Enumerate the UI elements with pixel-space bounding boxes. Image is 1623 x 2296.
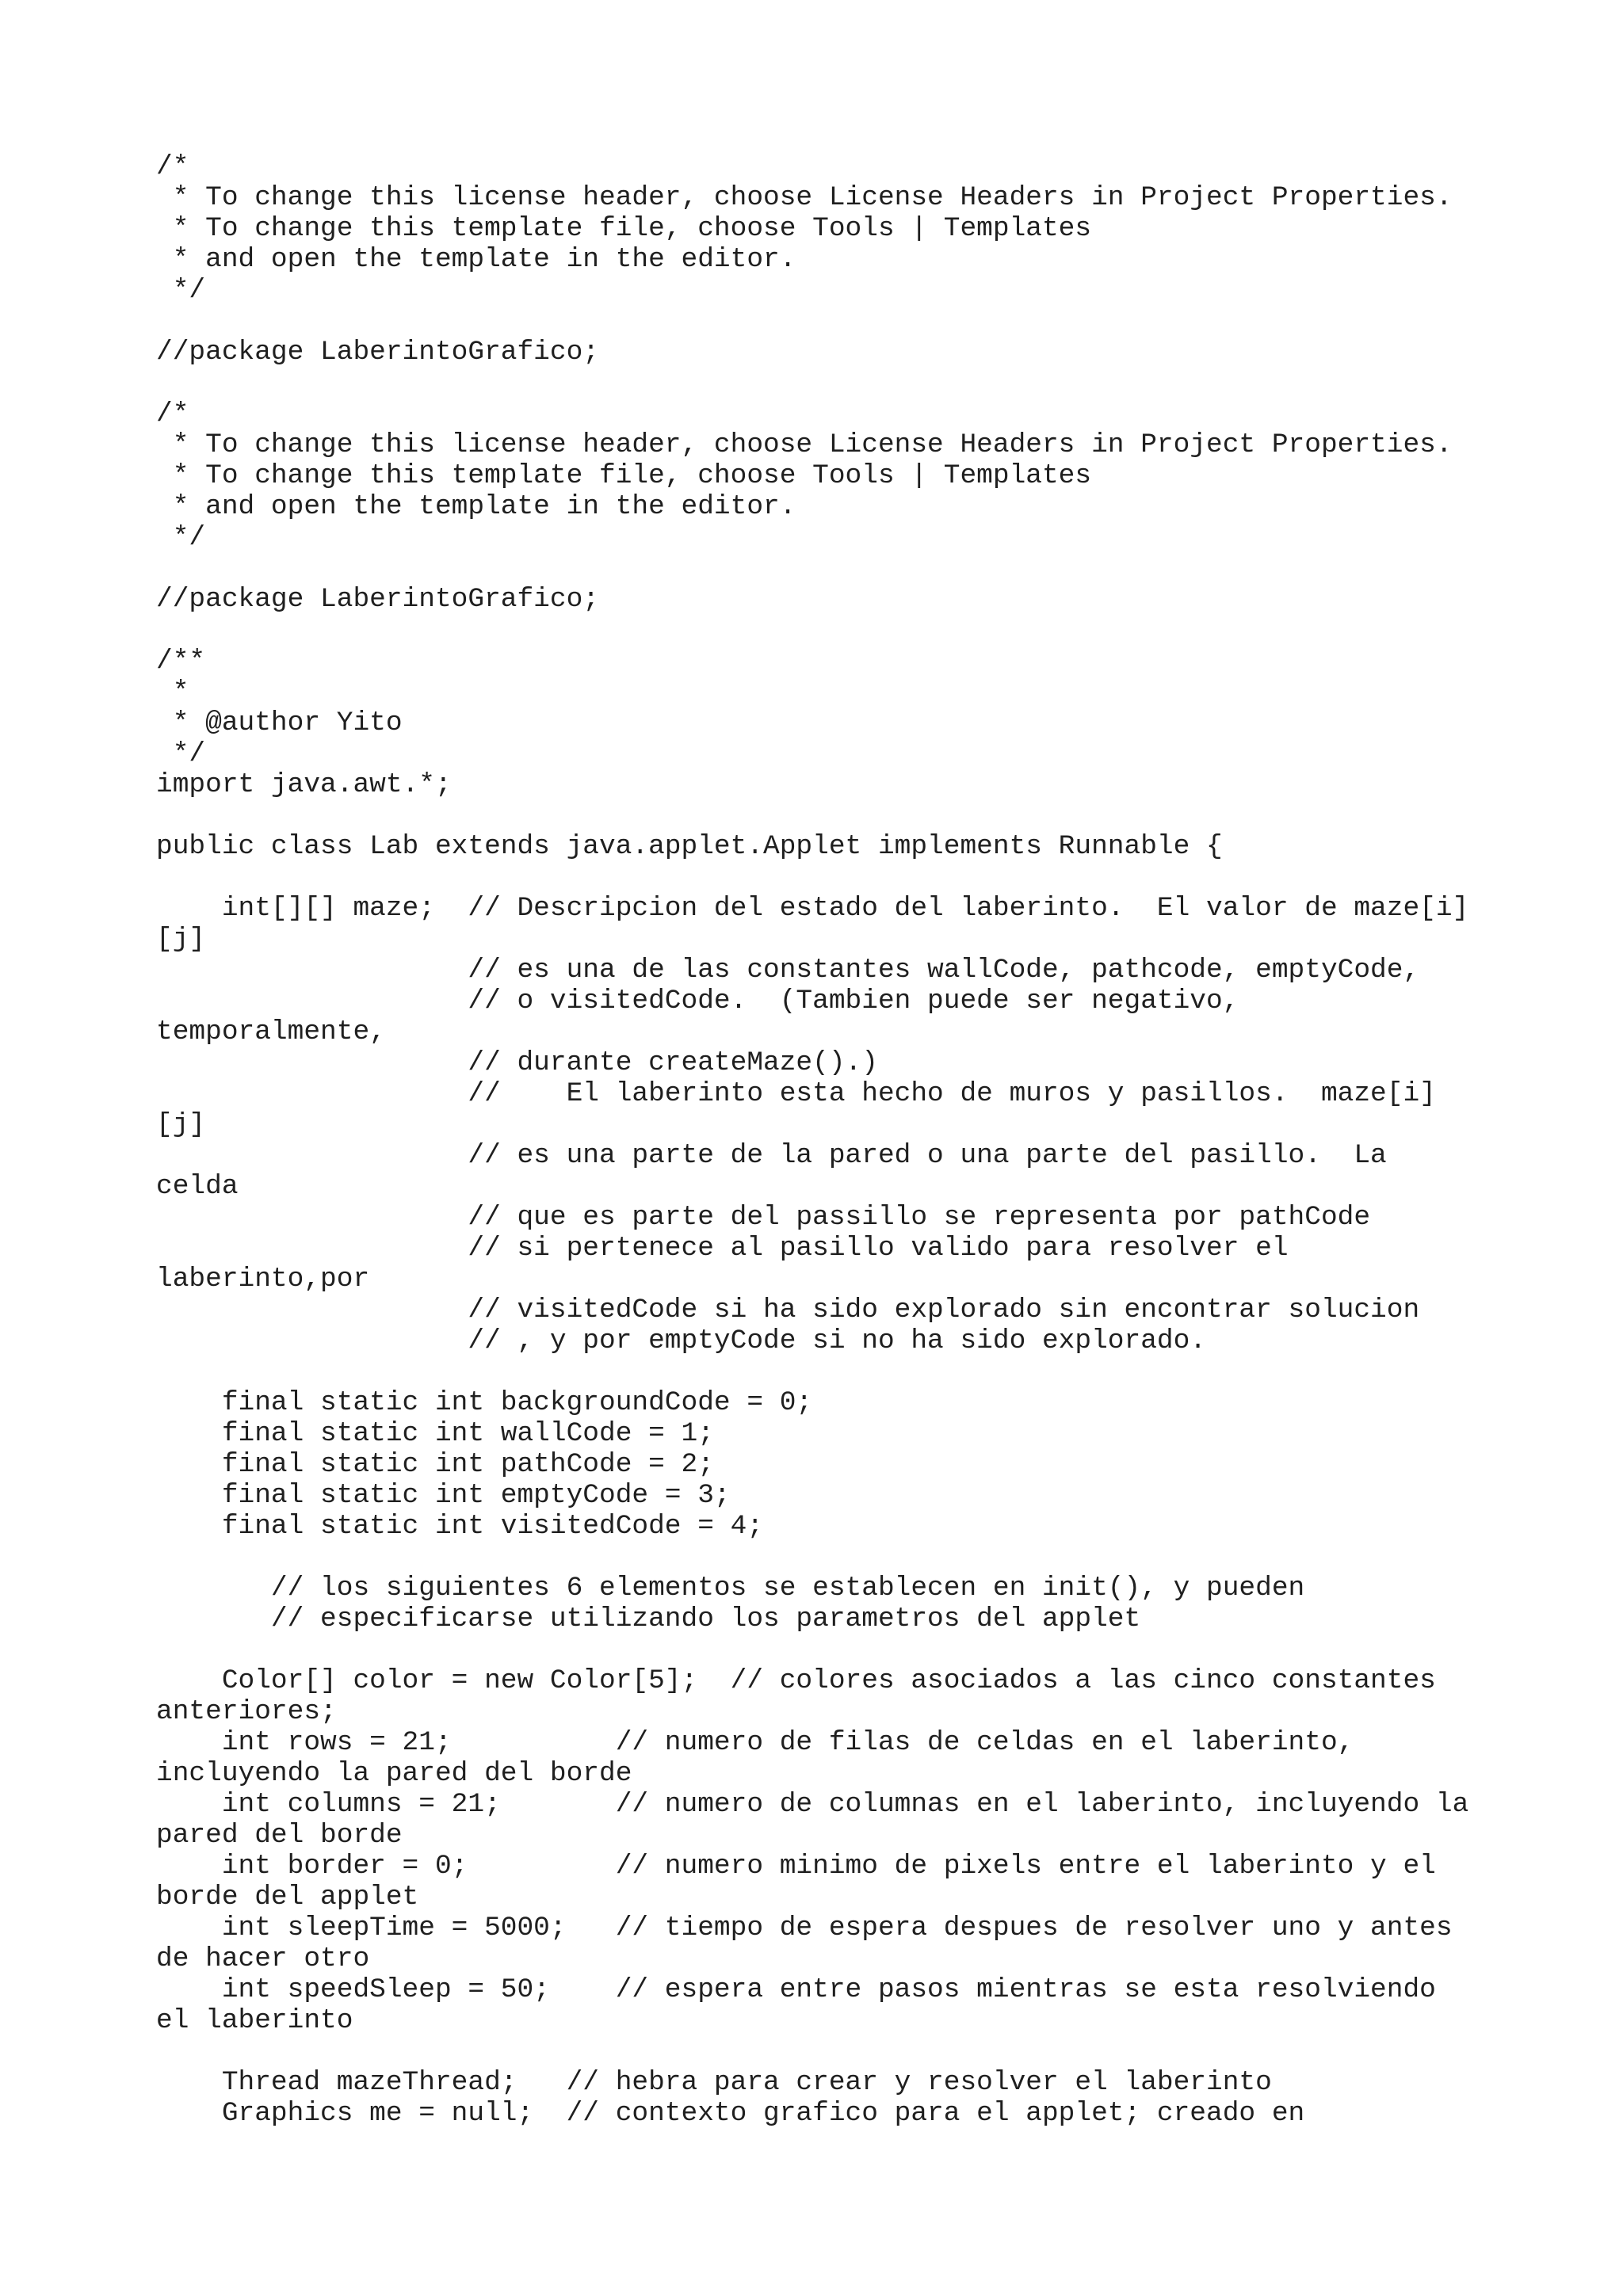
code-line: de hacer otro (156, 1943, 370, 1974)
code-line (156, 1634, 1583, 1665)
code-line: * To change this template file, choose Tools | Templates (156, 460, 1092, 491)
code-line (156, 306, 1583, 337)
code-line (156, 553, 1583, 584)
code-line: // que es parte del passillo se representa por pathCode (156, 1202, 1371, 1233)
code-line: laberinto,por (156, 1264, 370, 1295)
code-line: final static int backgroundCode = 0; (156, 1387, 813, 1418)
code-line (156, 368, 1583, 399)
code-line: * @author Yito (156, 707, 403, 738)
code-line: // es una de las constantes wallCode, pathcode, emptyCode, (156, 955, 1420, 986)
code-line: celda (156, 1171, 239, 1202)
code-line: * (156, 677, 189, 707)
code-line: // , y por emptyCode si no ha sido explorado. (156, 1325, 1207, 1356)
code-line: int speedSleep = 50; // espera entre pasos mientras se esta resolviendo (156, 1974, 1436, 2005)
code-line: * To change this license header, choose License Headers in Project Properties. (156, 182, 1453, 213)
code-line: incluyendo la pared del borde (156, 1758, 632, 1789)
code-line: pared del borde (156, 1820, 403, 1851)
code-line: * and open the template in the editor. (156, 244, 796, 275)
code-line (156, 1356, 1583, 1387)
code-line (156, 1542, 1583, 1573)
code-line: int columns = 21; // numero de columnas en el laberinto, incluyendo la (156, 1789, 1469, 1820)
code-line: // especificarse utilizando los parametros del applet (156, 1604, 1141, 1634)
code-line: int rows = 21; // numero de filas de celdas en el laberinto, (156, 1727, 1354, 1758)
code-line: */ (156, 738, 206, 769)
code-line: final static int visitedCode = 4; (156, 1511, 764, 1542)
code-line: /* (156, 151, 189, 182)
code-line: //package LaberintoGrafico; (156, 337, 599, 368)
code-line: // o visitedCode. (Tambien puede ser negativo, (156, 986, 1239, 1016)
code-line: /* (156, 399, 189, 429)
code-line: temporalmente, (156, 1016, 386, 1047)
code-line: el laberinto (156, 2005, 353, 2036)
code-line: // es una parte de la pared o una parte del pasillo. La (156, 1140, 1387, 1171)
code-line: int sleepTime = 5000; // tiempo de espera despues de resolver uno y antes (156, 1913, 1453, 1943)
code-line: final static int wallCode = 1; (156, 1418, 714, 1449)
code-line: //package LaberintoGrafico; (156, 584, 599, 615)
code-line: * To change this template file, choose Tools | Templates (156, 213, 1092, 244)
code-line: [j] (156, 1109, 206, 1140)
code-line: // si pertenece al pasillo valido para resolver el (156, 1233, 1289, 1264)
code-line: [j] (156, 924, 206, 955)
code-line: int border = 0; // numero minimo de pixels entre el laberinto y el (156, 1851, 1436, 1882)
code-line (156, 862, 1583, 893)
code-line: final static int emptyCode = 3; (156, 1480, 731, 1511)
code-line: public class Lab extends java.applet.Applet implements Runnable { (156, 831, 1223, 862)
code-line: */ (156, 522, 206, 553)
code-line: Thread mazeThread; // hebra para crear y resolver el laberinto (156, 2067, 1272, 2098)
code-line: // los siguientes 6 elementos se establecen en init(), y pueden (156, 1573, 1305, 1604)
code-line: final static int pathCode = 2; (156, 1449, 714, 1480)
code-line: Color[] color = new Color[5]; // colores asociados a las cinco constantes (156, 1665, 1436, 1696)
code-line: int[][] maze; // Descripcion del estado del laberinto. El valor de maze[i] (156, 893, 1469, 924)
code-line: anteriores; (156, 1696, 337, 1727)
code-line: /** (156, 646, 206, 677)
code-line (156, 2036, 1583, 2067)
code-line: import java.awt.*; (156, 769, 452, 800)
code-line: // visitedCode si ha sido explorado sin encontrar solucion (156, 1295, 1420, 1325)
code-line: // El laberinto esta hecho de muros y pasillos. maze[i] (156, 1078, 1436, 1109)
code-line: // durante createMaze().) (156, 1047, 878, 1078)
code-line: * To change this license header, choose License Headers in Project Properties. (156, 429, 1453, 460)
code-line: * and open the template in the editor. (156, 491, 796, 522)
code-line (156, 615, 1583, 646)
code-line: borde del applet (156, 1882, 419, 1913)
code-line (156, 800, 1583, 831)
code-line: */ (156, 275, 206, 306)
code-line: Graphics me = null; // contexto grafico para el applet; creado en (156, 2098, 1305, 2129)
code-listing (156, 151, 1583, 2129)
